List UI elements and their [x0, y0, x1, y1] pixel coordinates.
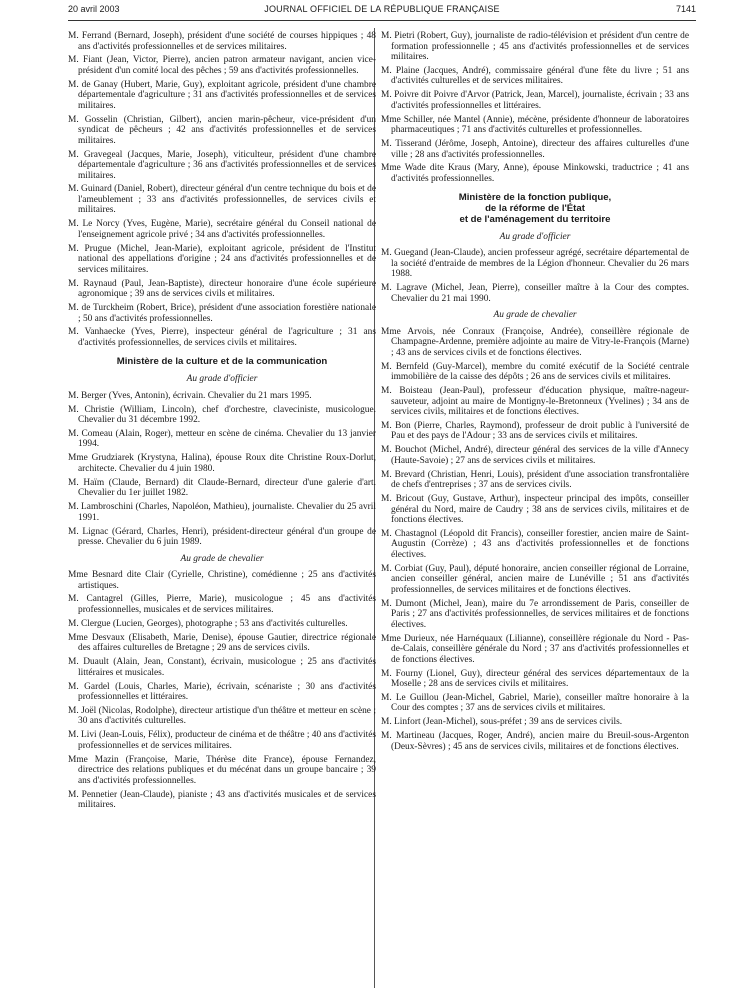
left-entries-officier	[68, 391, 376, 548]
entry: M. Lambroschini (Charles, Napoléon, Mathieu), journaliste. Chevalier du 25 avril 1991.	[68, 502, 376, 523]
right-entries-chevalier	[381, 327, 689, 752]
grade-heading-chevalier: Au grade de chevalier	[180, 553, 264, 564]
entry: M. Guegand (Jean-Claude), ancien professeur agrégé, secrétaire départemental de la société d'entraide de membres de la Légion d'honneur. Chevalier du 26 mars 1988.	[381, 248, 689, 280]
left-entries-top	[68, 31, 376, 348]
entry: M. Lagrave (Michel, Jean, Pierre), conseiller maître à la Cour des comptes. Chevalier du 21 mai 1990.	[381, 283, 689, 304]
header-journal-title: JOURNAL OFFICIEL DE LA RÉPUBLIQUE FRANÇAISE	[264, 4, 500, 14]
entry: Mme Arvois, née Conraux (Françoise, Andrée), conseillère régionale de Champagne-Ardenne, première adjointe au maire de Vitry-le-François (Marne) ; 43 ans de services civils et de fonctions électives.	[381, 326, 689, 358]
section-line: Ministère de la fonction publique,	[458, 192, 612, 204]
entry: M. Linfort (Jean-Michel), sous-préfet ; 39 ans de services civils.	[381, 717, 623, 728]
right-entries-top	[381, 31, 689, 184]
entry: M. Joël (Nicolas, Rodolphe), directeur artistique d'un théâtre et metteur en scène ; 30 ans d'activités culturelles.	[68, 705, 376, 727]
entry: M. Haïm (Claude, Bernard) dit Claude-Bernard, directeur d'une galerie d'art. Chevalier du 1er juillet 1982.	[68, 477, 376, 499]
header-date: 20 avril 2003	[68, 4, 120, 14]
entry: M. Berger (Yves, Antonin), écrivain. Chevalier du 21 mars 1995.	[68, 390, 312, 401]
page-header	[68, 0, 696, 21]
entry: M. Duault (Alain, Jean, Constant), écrivain, musicologue ; 25 ans d'activités littéraires et musicales.	[68, 657, 376, 678]
entry: M. Boisteau (Jean-Paul), professeur d'éducation physique, maître-nageur-sauveteur, adjoint au maire de Montigny-le-Bretonneux (Yvelines) ; 34 ans de services civils, militaires et de fonctions électives.	[381, 386, 689, 418]
entry: M. Pietri (Robert, Guy), journaliste de radio-télévision et président d'un centre de formation professionnelle ; 45 ans d'activités professionnelles et de services militaires.	[381, 31, 689, 62]
entry: M. Le Norcy (Yves, Eugène, Marie), secrétaire général du Conseil national de l'enseignement agricole privé ; 34 ans d'activités professionnelles.	[68, 219, 376, 240]
entry: M. de Turckheim (Robert, Brice), président d'une association forestière nationale ; 50 ans d'activités professionnelles.	[68, 303, 376, 324]
section-line: et de l'aménagement du territoire	[459, 214, 611, 226]
entry: M. Cantagrel (Gilles, Pierre, Marie), musicologue ; 45 ans d'activités professionnelles, musicales et de services militaires.	[68, 594, 376, 615]
right-entries-officier	[381, 248, 689, 304]
right-column	[381, 31, 689, 756]
entry: M. Gravegeal (Jacques, Marie, Joseph), viticulteur, président d'une chambre départementale d'agriculture ; 36 ans d'activités professionnelles et de services militaires.	[68, 149, 376, 181]
entry: M. Le Guillou (Jean-Michel, Gabriel, Marie), conseiller maître honoraire à la Cour des comptes ; 37 ans de services civils et militaires.	[381, 692, 689, 714]
entry: M. Bricout (Guy, Gustave, Arthur), inspecteur principal des impôts, conseiller général du Nord, maire de Caudry ; 38 ans de services civils, militaires et de fonctions électives.	[381, 494, 689, 526]
left-entries-chevalier	[68, 570, 376, 811]
entry: M. Bernfeld (Guy-Marcel), membre du comité exécutif de la Société centrale immobilière de la caisse des dépôts ; 26 ans de services civils et militaires.	[381, 361, 689, 383]
entry: M. Plaine (Jacques, André), commissaire général d'une fête du livre ; 51 ans d'activités culturelles et de services militaires.	[381, 65, 689, 87]
section-title-culture: Ministère de la culture et de la communication	[116, 356, 328, 368]
entry: M. Dumont (Michel, Jean), maire du 7e arrondissement de Paris, conseiller de Paris ; 27 ans d'activités professionnelles, de services militaires et de fonctions électives.	[381, 598, 689, 630]
section-title-fonction-publique	[381, 193, 689, 225]
entry: M. Poivre dit Poivre d'Arvor (Patrick, Jean, Marcel), journaliste, écrivain ; 33 ans d'activités professionnelles et littéraires.	[381, 90, 689, 111]
entry: M. Clergue (Lucien, Georges), photographe ; 53 ans d'activités culturelles.	[68, 618, 348, 629]
entry: M. Tisserand (Jérôme, Joseph, Antoine), directeur des affaires culturelles d'une ville ; 28 ans d'activités professionnelles.	[381, 139, 689, 160]
entry: M. Martineau (Jacques, Roger, André), ancien maire du Breuil-sous-Argenton (Deux-Sèvres) ; 45 ans de services civils, militaires et de fonctions électives.	[381, 731, 689, 752]
entry: M. Bon (Pierre, Charles, Raymond), professeur de droit public à l'université de Pau et des pays de l'Adour ; 33 ans de services civils et militaires.	[381, 420, 689, 442]
grade-heading-chevalier: Au grade de chevalier	[493, 310, 577, 321]
entry: M. Pennetier (Jean-Claude), pianiste ; 43 ans d'activités musicales et de services militaires.	[68, 789, 376, 811]
grade-heading-officier: Au grade d'officier	[186, 374, 258, 385]
entry: Mme Besnard dite Clair (Cyrielle, Christine), comédienne ; 25 ans d'activités artistiques.	[68, 570, 376, 591]
entry: M. Livi (Jean-Louis, Félix), producteur de cinéma et de théâtre ; 40 ans d'activités professionnelles et de services militaires.	[68, 730, 376, 751]
entry: M. Gardel (Louis, Charles, Marie), écrivain, scénariste ; 30 ans d'activités professionnelles et littéraires.	[68, 681, 376, 702]
entry: M. Comeau (Alain, Roger), metteur en scène de cinéma. Chevalier du 13 janvier 1994.	[68, 428, 376, 450]
entry: M. de Ganay (Hubert, Marie, Guy), exploitant agricole, président d'une chambre départementale d'agriculture ; 31 ans d'activités professionnelles et de services militaires.	[68, 79, 376, 111]
left-column	[68, 31, 376, 814]
entry: Mme Durieux, née Harnéquaux (Lilianne), conseillère régionale du Nord - Pas-de-Calais, conseillère générale du Nord ; 37 ans d'activités professionnelles et de fonctions électives.	[381, 633, 689, 665]
entry: M. Corbiat (Guy, Paul), député honoraire, ancien conseiller régional de Lorraine, ancien conseiller général, ancien maire de Lunéville ; 51 ans d'activités professionnelles, de services militaires et de fonctions électives.	[381, 563, 689, 595]
entry: M. Prugue (Michel, Jean-Marie), exploitant agricole, président de l'Institut national des appellations d'origine ; 24 ans d'activités professionnelles et de services militaires.	[68, 243, 376, 275]
entry: Mme Grudziarek (Krystyna, Halina), épouse Roux dite Christine Roux-Dorlut, architecte. Chevalier du 4 juin 1980.	[68, 453, 376, 474]
entry: M. Bouchot (Michel, André), directeur général des services de la ville d'Annecy (Haute-Savoie) ; 27 ans de services civils et militaires.	[381, 445, 689, 466]
entry: Mme Wade dite Kraus (Mary, Anne), épouse Minkowski, traductrice ; 41 ans d'activités professionnelles.	[381, 163, 689, 184]
entry: Mme Schiller, née Mantel (Annie), mécène, présidente d'honneur de laboratoires pharmaceutiques ; 71 ans d'activités culturelles et professionnelles.	[381, 114, 689, 136]
entry: M. Ferrand (Bernard, Joseph), président d'une société de courses hippiques ; 48 ans d'activités professionnelles et de services militaires.	[68, 31, 376, 52]
entry: M. Raynaud (Paul, Jean-Baptiste), directeur honoraire d'une école supérieure agronomique ; 39 ans de services civils et militaires.	[68, 278, 376, 300]
entry: M. Lignac (Gérard, Charles, Henri), président-directeur général d'un groupe de presse. Chevalier du 6 juin 1989.	[68, 526, 376, 548]
entry: Mme Desvaux (Elisabeth, Marie, Denise), épouse Gautier, directrice régionale des affaires culturelles de Bretagne ; 29 ans de services civils.	[68, 632, 376, 654]
entry: Mme Mazin (Françoise, Marie, Thérèse dite France), épouse Fernandez, directrice des relations publiques et du mécénat dans un groupe bancaire ; 39 ans d'activités professionnelles.	[68, 754, 376, 786]
entry: M. Guinard (Daniel, Robert), directeur général d'un centre technique du bois et de l'ameublement ; 33 ans d'activités professionnelles, de services civils et militaires.	[68, 184, 376, 216]
header-page-number: 7141	[675, 4, 696, 14]
entry: M. Gosselin (Christian, Gilbert), ancien marin-pêcheur, vice-président d'un syndicat de pêcheurs ; 42 ans d'activités professionnelles et de services militaires.	[68, 114, 376, 146]
section-line: de la réforme de l'État	[485, 203, 585, 215]
entry: M. Christie (William, Lincoln), chef d'orchestre, claveciniste, musicologue. Chevalier du 31 décembre 1992.	[68, 404, 376, 426]
entry: M. Brevard (Christian, Henri, Louis), président d'une association transfrontalière de chefs d'entreprises ; 37 ans de services civils.	[381, 469, 689, 491]
entry: M. Vanhaecke (Yves, Pierre), inspecteur général de l'agriculture ; 31 ans d'activités professionnelles, de services civils et militaires.	[68, 327, 376, 348]
entry: M. Fourny (Lionel, Guy), directeur général des services départementaux de la Moselle ; 28 ans de services civils et militaires.	[381, 668, 689, 690]
entry: M. Fiant (Jean, Victor, Pierre), ancien patron armateur navigant, ancien vice-président d'un comité local des pêches ; 59 ans d'activités professionnelles.	[68, 55, 376, 76]
entry: M. Chastagnol (Léopold dit Francis), conseiller forestier, ancien maire de Saint-Augustin (Corrèze) ; 43 ans d'activités professionnelles et de fonctions électives.	[381, 528, 689, 560]
grade-heading-officier: Au grade d'officier	[499, 231, 571, 242]
